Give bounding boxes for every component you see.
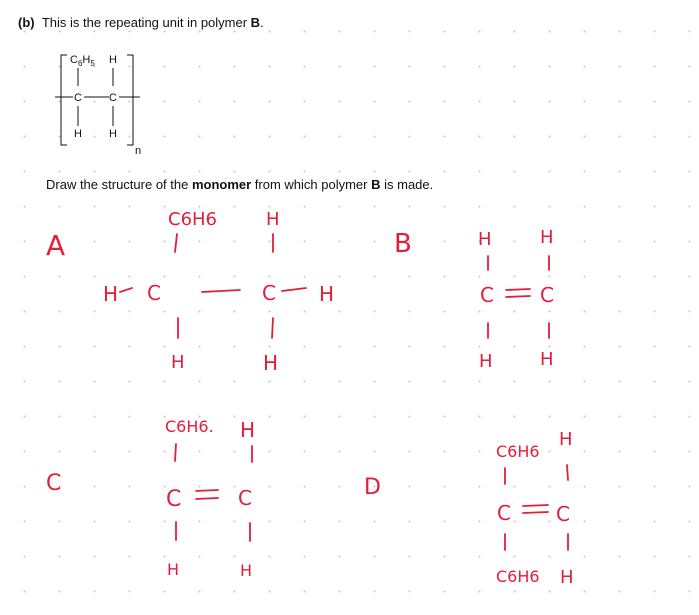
option-d <box>364 429 574 588</box>
option-d-bottom-right: H <box>560 567 574 588</box>
option-d-atom-left: C <box>497 501 511 525</box>
option-d-atom-right: C <box>556 502 570 526</box>
question-part-label: (b) <box>18 15 35 30</box>
option-c-bottom-right: H <box>240 561 253 580</box>
option-a <box>46 209 334 375</box>
option-b-double-bond-2 <box>506 296 530 297</box>
option-d-top-right: H <box>559 429 573 450</box>
option-a-atom-right: C <box>262 281 276 305</box>
option-a-bottom-left: H <box>171 352 185 373</box>
option-d-double-bond-1 <box>523 505 548 506</box>
option-c-double-bond-1 <box>196 490 218 491</box>
unit-bottom-right: H <box>109 128 117 140</box>
option-a-right-h: H <box>319 282 335 306</box>
option-c <box>46 417 255 580</box>
option-b-top-right: H <box>540 227 554 248</box>
option-a-bond-left-h <box>120 288 132 292</box>
unit-repeat-n: n <box>135 145 142 157</box>
option-d-label: D <box>364 475 381 500</box>
option-b <box>394 227 554 372</box>
instruction-text-before: Draw the structure of the <box>46 177 192 192</box>
option-b-bottom-left: H <box>479 351 493 372</box>
option-a-top-left: C6H6 <box>168 209 218 230</box>
option-c-top-right: H <box>240 418 256 442</box>
option-b-label: B <box>394 229 412 259</box>
option-d-bottom-left: C6H6 <box>496 567 540 586</box>
option-a-top-right: H <box>266 209 280 230</box>
unit-top-right: H <box>109 54 117 66</box>
option-d-double-bond-2 <box>523 512 548 513</box>
instruction-polymer-ref: B <box>371 177 381 192</box>
option-b-bottom-right: H <box>540 349 554 370</box>
unit-chain-right: C <box>109 92 117 104</box>
question-text-before: This is the repeating unit in polymer <box>41 15 251 30</box>
option-d-bond-top-right <box>567 465 568 480</box>
option-d-top-left: C6H6 <box>496 442 540 461</box>
option-a-label: A <box>46 229 66 262</box>
option-a-atom-left: C <box>147 281 161 305</box>
instruction-text-middle: from which polymer <box>251 177 372 192</box>
option-a-bond-cc <box>202 290 240 292</box>
unit-bottom-left: H <box>74 128 82 140</box>
option-c-atom-left: C <box>166 487 182 512</box>
instruction-bold-monomer: monomer <box>191 177 252 192</box>
option-c-double-bond-2 <box>196 498 218 499</box>
question-polymer-ref: B <box>250 15 261 30</box>
option-c-bond-top-left <box>175 444 176 461</box>
option-a-left-h: H <box>103 282 119 306</box>
option-a-bond-top-left <box>175 234 177 252</box>
option-a-bottom-right: H <box>263 351 279 375</box>
instruction-text-after: is made. <box>380 177 434 192</box>
option-c-top-left: C6H6. <box>165 417 214 436</box>
option-c-atom-right: C <box>238 486 252 510</box>
option-c-bottom-left: H <box>167 560 180 579</box>
option-b-atom-right: C <box>540 283 554 307</box>
option-c-label: C <box>46 471 62 496</box>
option-b-double-bond-1 <box>506 289 530 290</box>
option-b-atom-left: C <box>480 283 494 307</box>
option-b-top-left: H <box>478 229 492 250</box>
unit-chain-left: C <box>74 92 82 104</box>
unit-top-left: $C_6H_5$ <box>70 54 95 68</box>
question-text-after: . <box>260 15 264 30</box>
option-a-bond-right-h <box>282 288 306 291</box>
option-a-bond-bottom-right <box>272 318 273 338</box>
